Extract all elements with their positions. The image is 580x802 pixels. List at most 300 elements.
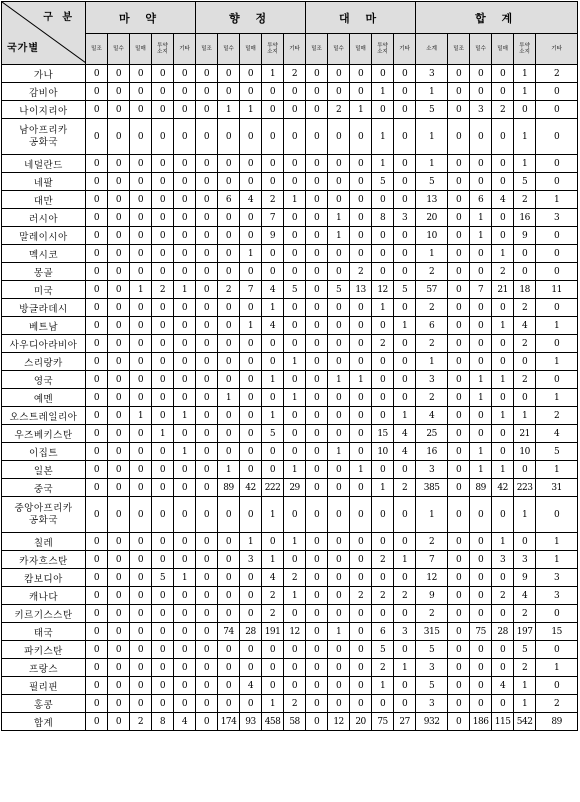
value-cell: 0 <box>328 659 350 677</box>
value-cell: 0 <box>130 119 152 155</box>
value-cell: 0 <box>86 407 108 425</box>
table-row <box>2 461 578 479</box>
value-cell: 0 <box>218 497 240 533</box>
value-cell: 0 <box>448 155 470 173</box>
value-cell: 0 <box>152 551 174 569</box>
value-cell: 5 <box>152 569 174 587</box>
value-cell: 3 <box>492 551 514 569</box>
value-cell: 0 <box>470 407 492 425</box>
value-cell: 1 <box>492 371 514 389</box>
value-cell: 5 <box>536 443 578 461</box>
value-cell: 3 <box>536 209 578 227</box>
value-cell: 0 <box>394 695 416 713</box>
value-cell: 0 <box>284 335 306 353</box>
value-cell: 0 <box>108 623 130 641</box>
value-cell: 0 <box>108 209 130 227</box>
value-cell: 0 <box>306 569 328 587</box>
value-cell: 0 <box>86 155 108 173</box>
value-cell: 28 <box>492 623 514 641</box>
value-cell: 0 <box>448 443 470 461</box>
value-cell: 0 <box>394 605 416 623</box>
country-name-cell: 홍콩 <box>2 695 86 713</box>
value-cell: 0 <box>108 281 130 299</box>
value-cell: 0 <box>448 263 470 281</box>
value-cell: 0 <box>492 209 514 227</box>
value-cell: 2 <box>416 335 448 353</box>
value-cell: 1 <box>536 353 578 371</box>
value-cell: 0 <box>108 353 130 371</box>
value-cell: 458 <box>262 713 284 731</box>
value-cell: 0 <box>492 83 514 101</box>
value-cell: 6 <box>372 623 394 641</box>
value-cell: 2 <box>372 659 394 677</box>
value-cell: 0 <box>394 227 416 245</box>
value-cell: 0 <box>394 299 416 317</box>
value-cell: 0 <box>174 425 196 443</box>
corner-top-label: 구 분 <box>43 12 75 23</box>
value-cell: 0 <box>86 569 108 587</box>
value-cell: 0 <box>448 425 470 443</box>
value-cell: 0 <box>130 425 152 443</box>
value-cell: 1 <box>152 425 174 443</box>
value-cell: 4 <box>240 677 262 695</box>
value-cell: 2 <box>328 101 350 119</box>
value-cell: 1 <box>536 317 578 335</box>
value-cell: 1 <box>470 389 492 407</box>
value-cell: 3 <box>514 551 536 569</box>
subheader-daema-3: 투약 소지 <box>372 34 394 65</box>
value-cell: 0 <box>306 677 328 695</box>
header-corner-cell <box>2 2 86 65</box>
value-cell: 2 <box>514 605 536 623</box>
value-cell: 0 <box>306 353 328 371</box>
value-cell: 385 <box>416 479 448 497</box>
value-cell: 1 <box>492 461 514 479</box>
value-cell: 0 <box>196 425 218 443</box>
value-cell: 0 <box>86 533 108 551</box>
value-cell: 0 <box>372 227 394 245</box>
value-cell: 2 <box>350 587 372 605</box>
value-cell: 9 <box>262 227 284 245</box>
country-name-cell: 영국 <box>2 371 86 389</box>
value-cell: 4 <box>394 443 416 461</box>
value-cell: 2 <box>536 407 578 425</box>
value-cell: 74 <box>218 623 240 641</box>
value-cell: 0 <box>240 605 262 623</box>
value-cell: 0 <box>350 119 372 155</box>
value-cell: 2 <box>284 65 306 83</box>
value-cell: 0 <box>174 659 196 677</box>
value-cell: 1 <box>514 155 536 173</box>
value-cell: 1 <box>416 245 448 263</box>
country-name-cell: 일본 <box>2 461 86 479</box>
value-cell: 0 <box>350 569 372 587</box>
value-cell: 0 <box>86 479 108 497</box>
value-cell: 1 <box>536 533 578 551</box>
value-cell: 0 <box>174 83 196 101</box>
value-cell: 0 <box>218 695 240 713</box>
value-cell: 0 <box>130 263 152 281</box>
value-cell: 0 <box>218 335 240 353</box>
value-cell: 0 <box>108 497 130 533</box>
value-cell: 0 <box>152 461 174 479</box>
value-cell: 0 <box>306 407 328 425</box>
value-cell: 0 <box>394 101 416 119</box>
value-cell: 0 <box>350 353 372 371</box>
value-cell: 0 <box>470 587 492 605</box>
value-cell: 93 <box>240 713 262 731</box>
value-cell: 0 <box>218 443 240 461</box>
value-cell: 6 <box>416 317 448 335</box>
value-cell: 0 <box>350 191 372 209</box>
value-cell: 2 <box>514 371 536 389</box>
value-cell: 0 <box>152 479 174 497</box>
value-cell: 1 <box>262 551 284 569</box>
value-cell: 0 <box>196 587 218 605</box>
value-cell: 1 <box>350 371 372 389</box>
value-cell: 0 <box>196 83 218 101</box>
value-cell: 0 <box>284 101 306 119</box>
table-row <box>2 191 578 209</box>
table-row <box>2 587 578 605</box>
value-cell: 0 <box>218 227 240 245</box>
value-cell: 2 <box>394 479 416 497</box>
value-cell: 2 <box>416 389 448 407</box>
value-cell: 0 <box>240 461 262 479</box>
value-cell: 0 <box>218 641 240 659</box>
value-cell: 0 <box>470 65 492 83</box>
value-cell: 3 <box>536 587 578 605</box>
value-cell: 0 <box>130 605 152 623</box>
value-cell: 0 <box>86 353 108 371</box>
value-cell: 0 <box>86 677 108 695</box>
value-cell: 0 <box>240 659 262 677</box>
value-cell: 0 <box>372 695 394 713</box>
value-cell: 28 <box>240 623 262 641</box>
value-cell: 0 <box>108 479 130 497</box>
value-cell: 0 <box>372 497 394 533</box>
value-cell: 0 <box>448 605 470 623</box>
value-cell: 5 <box>514 641 536 659</box>
value-cell: 1 <box>536 551 578 569</box>
value-cell: 0 <box>130 353 152 371</box>
value-cell: 0 <box>350 83 372 101</box>
value-cell: 0 <box>448 245 470 263</box>
value-cell: 0 <box>350 623 372 641</box>
value-cell: 25 <box>416 425 448 443</box>
value-cell: 0 <box>328 461 350 479</box>
value-cell: 0 <box>448 83 470 101</box>
value-cell: 0 <box>262 443 284 461</box>
value-cell: 0 <box>152 83 174 101</box>
value-cell: 0 <box>218 425 240 443</box>
value-cell: 0 <box>86 65 108 83</box>
value-cell: 0 <box>262 353 284 371</box>
value-cell: 0 <box>130 317 152 335</box>
value-cell: 0 <box>174 605 196 623</box>
value-cell: 0 <box>514 245 536 263</box>
value-cell: 0 <box>108 641 130 659</box>
value-cell: 0 <box>152 641 174 659</box>
value-cell: 0 <box>448 119 470 155</box>
value-cell: 9 <box>416 587 448 605</box>
value-cell: 0 <box>108 443 130 461</box>
value-cell: 0 <box>262 173 284 191</box>
value-cell: 0 <box>196 101 218 119</box>
value-cell: 0 <box>350 335 372 353</box>
value-cell: 2 <box>536 65 578 83</box>
value-cell: 0 <box>394 533 416 551</box>
value-cell: 0 <box>328 425 350 443</box>
value-cell: 0 <box>372 371 394 389</box>
value-cell: 0 <box>470 659 492 677</box>
value-cell: 0 <box>218 353 240 371</box>
value-cell: 0 <box>470 263 492 281</box>
table-row <box>2 155 578 173</box>
value-cell: 0 <box>492 695 514 713</box>
value-cell: 6 <box>218 191 240 209</box>
value-cell: 11 <box>536 281 578 299</box>
value-cell: 0 <box>306 119 328 155</box>
value-cell: 0 <box>470 695 492 713</box>
value-cell: 0 <box>448 641 470 659</box>
value-cell: 0 <box>328 83 350 101</box>
value-cell: 2 <box>262 605 284 623</box>
value-cell: 0 <box>196 209 218 227</box>
value-cell: 1 <box>130 281 152 299</box>
value-cell: 0 <box>86 425 108 443</box>
country-name-cell: 러시아 <box>2 209 86 227</box>
value-cell: 0 <box>86 605 108 623</box>
value-cell: 0 <box>174 191 196 209</box>
value-cell: 0 <box>284 83 306 101</box>
value-cell: 5 <box>372 173 394 191</box>
value-cell: 2 <box>372 587 394 605</box>
country-name-cell: 파키스탄 <box>2 641 86 659</box>
country-name-cell: 이집트 <box>2 443 86 461</box>
value-cell: 0 <box>372 245 394 263</box>
value-cell: 0 <box>492 299 514 317</box>
value-cell: 0 <box>350 443 372 461</box>
value-cell: 0 <box>492 173 514 191</box>
value-cell: 89 <box>218 479 240 497</box>
value-cell: 0 <box>152 155 174 173</box>
value-cell: 0 <box>284 443 306 461</box>
value-cell: 0 <box>514 389 536 407</box>
table-row <box>2 209 578 227</box>
value-cell: 0 <box>196 677 218 695</box>
value-cell: 1 <box>536 461 578 479</box>
value-cell: 0 <box>108 605 130 623</box>
value-cell: 0 <box>218 209 240 227</box>
table-row <box>2 605 578 623</box>
value-cell: 0 <box>86 245 108 263</box>
value-cell: 1 <box>174 281 196 299</box>
value-cell: 0 <box>350 497 372 533</box>
value-cell: 0 <box>152 299 174 317</box>
value-cell: 0 <box>536 245 578 263</box>
value-cell: 4 <box>262 569 284 587</box>
value-cell: 0 <box>492 65 514 83</box>
value-cell: 3 <box>416 371 448 389</box>
value-cell: 0 <box>470 677 492 695</box>
value-cell: 0 <box>196 623 218 641</box>
value-cell: 0 <box>108 695 130 713</box>
value-cell: 1 <box>372 83 394 101</box>
value-cell: 1 <box>492 317 514 335</box>
value-cell: 0 <box>108 713 130 731</box>
value-cell: 15 <box>372 425 394 443</box>
value-cell: 4 <box>492 677 514 695</box>
value-cell: 0 <box>536 371 578 389</box>
value-cell: 0 <box>152 335 174 353</box>
value-cell: 1 <box>240 317 262 335</box>
value-cell: 1 <box>514 677 536 695</box>
value-cell: 0 <box>448 317 470 335</box>
value-cell: 0 <box>152 407 174 425</box>
value-cell: 0 <box>536 641 578 659</box>
value-cell: 0 <box>306 713 328 731</box>
country-name-cell: 캐나다 <box>2 587 86 605</box>
country-name-cell: 캄보디아 <box>2 569 86 587</box>
value-cell: 1 <box>262 371 284 389</box>
value-cell: 0 <box>492 641 514 659</box>
value-cell: 0 <box>86 335 108 353</box>
value-cell: 0 <box>240 407 262 425</box>
value-cell: 0 <box>350 641 372 659</box>
value-cell: 0 <box>470 641 492 659</box>
value-cell: 0 <box>240 155 262 173</box>
value-cell: 0 <box>372 461 394 479</box>
value-cell: 5 <box>416 101 448 119</box>
value-cell: 8 <box>152 713 174 731</box>
value-cell: 1 <box>328 371 350 389</box>
value-cell: 0 <box>196 551 218 569</box>
value-cell: 0 <box>130 443 152 461</box>
value-cell: 0 <box>448 335 470 353</box>
value-cell: 1 <box>218 461 240 479</box>
value-cell: 191 <box>262 623 284 641</box>
value-cell: 1 <box>240 101 262 119</box>
value-cell: 31 <box>536 479 578 497</box>
value-cell: 0 <box>174 389 196 407</box>
value-cell: 0 <box>130 641 152 659</box>
value-cell: 4 <box>240 191 262 209</box>
value-cell: 4 <box>174 713 196 731</box>
country-name-cell: 감비아 <box>2 83 86 101</box>
value-cell: 0 <box>350 65 372 83</box>
value-cell: 0 <box>492 425 514 443</box>
country-name-cell: 베트남 <box>2 317 86 335</box>
value-cell: 0 <box>306 533 328 551</box>
value-cell: 0 <box>306 155 328 173</box>
value-cell: 4 <box>536 425 578 443</box>
value-cell: 0 <box>196 389 218 407</box>
value-cell: 0 <box>470 551 492 569</box>
value-cell: 0 <box>306 371 328 389</box>
value-cell: 0 <box>262 263 284 281</box>
value-cell: 0 <box>86 389 108 407</box>
value-cell: 0 <box>174 497 196 533</box>
value-cell: 0 <box>196 299 218 317</box>
value-cell: 0 <box>240 209 262 227</box>
value-cell: 0 <box>152 191 174 209</box>
value-cell: 0 <box>152 587 174 605</box>
value-cell: 0 <box>328 119 350 155</box>
value-cell: 0 <box>152 533 174 551</box>
value-cell: 0 <box>108 551 130 569</box>
value-cell: 16 <box>514 209 536 227</box>
country-name-cell: 방글라데시 <box>2 299 86 317</box>
country-name-cell: 사우디아라비아 <box>2 335 86 353</box>
value-cell: 0 <box>350 695 372 713</box>
value-cell: 0 <box>492 155 514 173</box>
value-cell: 0 <box>86 659 108 677</box>
value-cell: 0 <box>196 317 218 335</box>
value-cell: 0 <box>130 371 152 389</box>
subheader-total-0: 소계 <box>416 34 448 65</box>
value-cell: 3 <box>416 659 448 677</box>
value-cell: 0 <box>130 83 152 101</box>
value-cell: 0 <box>492 335 514 353</box>
value-cell: 0 <box>394 461 416 479</box>
value-cell: 2 <box>394 587 416 605</box>
value-cell: 0 <box>108 659 130 677</box>
value-cell: 0 <box>394 191 416 209</box>
value-cell: 0 <box>448 497 470 533</box>
value-cell: 0 <box>536 101 578 119</box>
value-cell: 0 <box>448 173 470 191</box>
value-cell: 0 <box>240 119 262 155</box>
value-cell: 0 <box>218 299 240 317</box>
value-cell: 0 <box>470 425 492 443</box>
value-cell: 0 <box>174 317 196 335</box>
value-cell: 0 <box>130 209 152 227</box>
value-cell: 0 <box>240 641 262 659</box>
value-cell: 5 <box>394 281 416 299</box>
value-cell: 1 <box>514 83 536 101</box>
value-cell: 1 <box>394 407 416 425</box>
value-cell: 0 <box>152 173 174 191</box>
country-name-cell: 몽골 <box>2 263 86 281</box>
value-cell: 0 <box>108 461 130 479</box>
value-cell: 2 <box>416 263 448 281</box>
subheader-total-2: 밀수 <box>470 34 492 65</box>
value-cell: 0 <box>394 569 416 587</box>
subheader-mayak-4: 기타 <box>174 34 196 65</box>
value-cell: 4 <box>514 587 536 605</box>
value-cell: 5 <box>416 677 448 695</box>
value-cell: 0 <box>196 191 218 209</box>
value-cell: 5 <box>416 641 448 659</box>
value-cell: 3 <box>240 551 262 569</box>
value-cell: 0 <box>394 677 416 695</box>
value-cell: 0 <box>372 191 394 209</box>
value-cell: 0 <box>86 119 108 155</box>
table-row <box>2 119 578 155</box>
value-cell: 0 <box>262 461 284 479</box>
value-cell: 0 <box>218 407 240 425</box>
drug-statistics-table <box>1 1 578 731</box>
country-name-cell: 스리랑카 <box>2 353 86 371</box>
value-cell: 0 <box>470 83 492 101</box>
table-body <box>2 65 578 731</box>
value-cell: 0 <box>328 641 350 659</box>
value-cell: 0 <box>306 623 328 641</box>
value-cell: 0 <box>218 659 240 677</box>
value-cell: 10 <box>416 227 448 245</box>
value-cell: 0 <box>240 299 262 317</box>
